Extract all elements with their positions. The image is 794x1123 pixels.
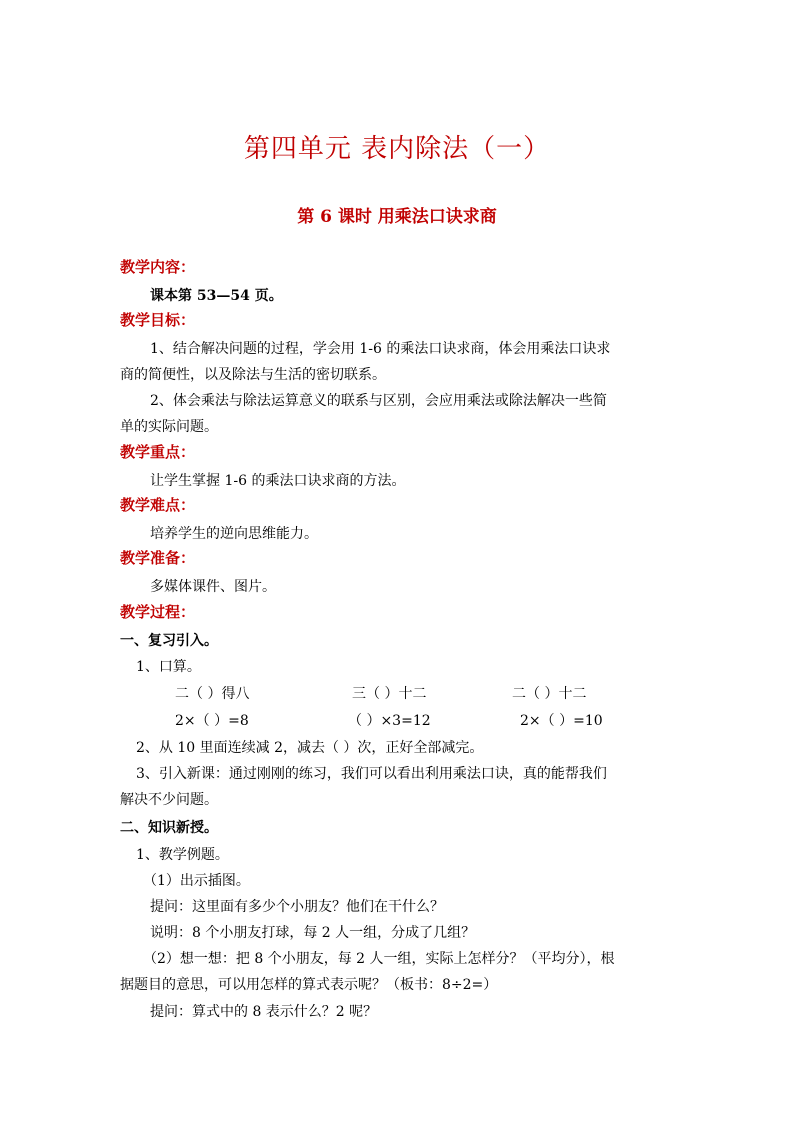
prep-text: 多媒体课件、图片。 [150,579,276,595]
goal-2-line-2: 单的实际问题。 [120,419,218,435]
sub-item-2-line-2: 据题目的意思，可以用怎样的算式表示呢？（板书：8÷2=） [120,977,498,993]
oral-calc-r2c2: （ ）×3=12 [348,713,431,729]
oral-calc-r2c1: 2×（ ）=8 [175,713,249,729]
key-heading: 教学重点： [120,443,196,461]
item-1: 1、口算。 [136,659,201,675]
sub-item-1: （1）出示插图。 [143,873,250,889]
oral-calc-r1c3: 二（ ）十二 [512,686,587,702]
section-2-heading: 二、知识新授。 [120,820,218,836]
content-text: 课本第 53—54 页。 [150,288,283,304]
goal-2-line-1: 2、体会乘法与除法运算意义的联系与区别，会应用乘法或除法解决一些简 [150,393,607,409]
prep-heading: 教学准备： [120,549,196,567]
lesson-subtitle: 第 6 课时 用乘法口诀求商 [297,207,497,227]
goal-1-line-1: 1、结合解决问题的过程，学会用 1-6 的乘法口诀求商，体会用乘法口诀求 [150,341,611,357]
section-1-heading: 一、复习引入。 [120,633,218,649]
item-3-line-1: 3、引入新课：通过刚刚的练习，我们可以看出利用乘法口诀，真的能帮我们 [136,766,607,782]
item-3-line-2: 解决不少问题。 [120,792,218,808]
difficulty-heading: 教学难点： [120,496,196,514]
oral-calc-r1c2: 三（ ）十二 [352,686,427,702]
oral-calc-r1c1: 二（ ）得八 [175,686,250,702]
difficulty-text: 培养学生的逆向思维能力。 [150,526,318,542]
item-4: 1、教学例题。 [136,847,229,863]
question-3: 提问：算式中的 8 表示什么？2 呢？ [150,1004,378,1020]
question-1: 提问：这里面有多少个小朋友？他们在干什么？ [150,899,444,915]
goals-heading: 教学目标： [120,311,196,329]
key-text: 让学生掌握 1-6 的乘法口诀求商的方法。 [150,473,406,489]
oral-calc-r2c3: 2×（ ）=10 [520,713,603,729]
goal-1-line-2: 商的简便性，以及除法与生活的密切联系。 [120,367,386,383]
item-2: 2、从 10 里面连续减 2，减去（ ）次，正好全部减完。 [136,740,484,756]
sub-item-2-line-1: （2）想一想：把 8 个小朋友，每 2 人一组，实际上怎样分？（平均分），根 [143,951,615,967]
content-heading: 教学内容： [120,258,196,276]
process-heading: 教学过程： [120,603,196,621]
question-2: 说明：8 个小朋友打球，每 2 人一组，分成了几组？ [150,925,476,941]
page-title: 第四单元 表内除法（一） [243,134,551,164]
